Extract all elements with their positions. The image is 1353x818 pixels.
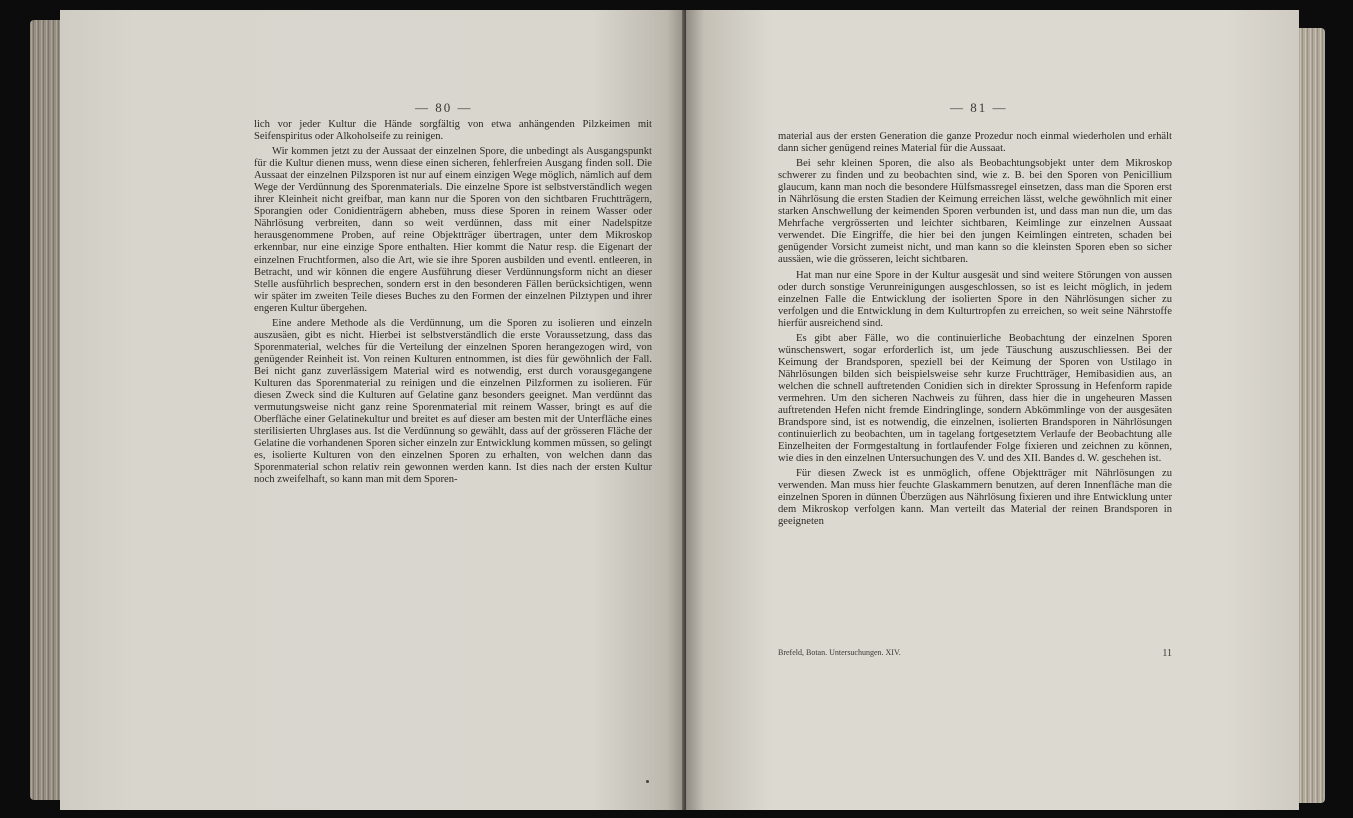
paragraph: lich vor jeder Kultur die Hände sorgfältig von etwa anhängenden Pilzkeimen mit Seifenspiritus oder Alkoholseife zu reinigen. <box>254 119 652 143</box>
paragraph: Hat man nur eine Spore in der Kultur ausgesät und sind weitere Störungen von aussen oder durch sonstige Verunreinigungen ausgeschlossen, so ist es leicht möglich, in jedem einzelnen Falle die Entwicklung der isolierten Spore in den Nährlösungen sicher zu verfolgen und die Entwicklung in dem Kulturtropfen zu erreichen, so weit seine Nährstoffe hierfür ausreichend sind. <box>778 269 1172 329</box>
left-page <box>60 10 686 810</box>
open-book <box>30 6 1325 814</box>
right-page-text <box>778 131 1172 529</box>
paragraph: Wir kommen jetzt zu der Aussaat der einzelnen Spore, die unbedingt als Ausgangspunkt für die Kultur dienen muss, wenn diese einen sicheren, fehlerfreien Ausgang finden soll. Die Aussaat der einzelnen Pilzsporen ist nur auf einem einzigen Wege möglich, nämlich auf dem Wege der Verdünnung des Sporenmaterials. Die einzelne Spore ist selbstverständlich wegen ihrer Kleinheit nicht greifbar, man kann nur die Sporen von den sichtbaren Fruchtträgern, Sporangien oder Conidienträgern abheben, muss diese Sporen in reinem Wasser oder Nährlösung verbreiten, dann so weit verdünnen, dass mit einer Nadelspitze herausgenommene Proben, auf reine Objektträger übertragen, unter dem Mikroskop erkennbar, nur eine einzige Spore enthalten. Hier kommt die Natur resp. die Eigenart der einzelnen Fruchtformen, also die Art, wie sie ihre Sporen ausbilden und eventl. entleeren, in Betracht, und wir können die engere Ausführung dieser Verdünnungsform nicht an dieser Stelle ausführlich besprechen, sondern erst in den besonderen Fällen berücksichtigen, wenn wir später im zweiten Teile dieses Buches zu den Formen der einzelnen Pilztypen und ihrer engeren Kultur übergehen. <box>254 146 652 314</box>
paragraph: Eine andere Methode als die Verdünnung, um die Sporen zu isolieren und einzeln auszusäen, gibt es nicht. Hierbei ist selbstverständlich die erste Voraussetzung, dass das Sporenmaterial, welches für die Verteilung der einzelnen Sporen herangezogen wird, von genügender Reinheit ist. Von reinen Kulturen entnommen, ist dies für gewöhnlich der Fall. Bei nicht ganz zuverlässigem Material wird es notwendig, erst durch vorausgegangene Kulturen das Sporenmaterial zu reinigen und die einzelnen Pilzformen zu isolieren. Für diesen Zweck sind die Kulturen auf Gelatine ganz besonders geeignet. Man verdünnt das vermutungsweise nicht ganz reine Sporenmaterial mit reinem Wasser, bringt es auf die Oberfläche einer Gelatinekultur und breitet es auf dieser am besten mit der Unterfläche eines sterilisierten Uhrglases aus. Ist die Verdünnung so gewählt, dass auf der grösseren Fläche der Gelatine die vorhandenen Sporen sicher einzeln zur Entwicklung kommen müssen, so gelingt es, isolierte Kulturen von den einzelnen Sporen zu erhalten, von welchen dann das Sporenmaterial schon relativ rein gewonnen werden kann. Ist dies nach der ersten Kultur noch zweifelhaft, so kann man mit dem Sporen- <box>254 317 652 486</box>
page-speck <box>646 780 649 783</box>
right-page <box>686 10 1299 810</box>
paragraph: Bei sehr kleinen Sporen, die also als Beobachtungsobjekt unter dem Mikroskop schwerer zu finden und zu beobachten sind, wie z. B. bei den Sporen von Penicillium glaucum, kann man noch die besondere Hülfsmassregel einsetzen, dass man die Sporen erst in Nährlösung die ersten Stadien der Keimung erreichen lässt, welche gewöhnlich mit einer starken Anschwellung der keimenden Sporen verbunden ist, und dass man nun die, um das Mehrfache vergrösserten und leichter sichtbaren, Keimlinge zur einzelnen Aussaat verwendet. Die Eingriffe, die hier bei den jungen Keimlingen eintreten, schaden bei genügender Vorsicht zumeist nicht, und man kann so die kleinsten Sporen eben so sicher aussäen, wie die grösseren, leicht sichtbaren. <box>778 158 1172 266</box>
page-footer <box>778 648 1172 659</box>
page-number-right: — 81 — <box>950 100 1008 115</box>
paragraph: material aus der ersten Generation die ganze Prozedur noch einmal wiederholen und erhält dann sicher genügend reines Material für die Aussaat. <box>778 131 1172 155</box>
page-number-left: — 80 — <box>415 100 473 115</box>
left-page-text <box>254 119 652 486</box>
paragraph: Für diesen Zweck ist es unmöglich, offene Objektträger mit Nährlösungen zu verwenden. Man muss hier feuchte Glaskammern benutzen, auf deren Innenfläche man die einzelnen Sporen in dünnen Überzügen aus Nährlösung fixieren und ihre Entwicklung unter dem Mikroskop verfolgen kann. Man verteilt das Material der reinen Brandsporen in geeigneten <box>778 468 1172 528</box>
footer-sheet-number: 11 <box>1162 648 1172 659</box>
paragraph: Es gibt aber Fälle, wo die continuierliche Beobachtung der einzelnen Sporen wünschenswert, sogar erforderlich ist, um jede Täuschung auszuschliessen. Bei der Keimung der Brandsporen, speziell bei der Keimung der Sporen von Ustilago in Nährlösungen bilden sich beispielsweise sehr kurze Fruchtträger, Hemibasidien aus, an welchen die schnell auftretenden Conidien sich in direkter Sprossung in Hefenform rapide vermehren. Um den sicheren Nachweis zu führen, dass hier die in ungeheuren Massen auftretenden Hefen nicht fremde Eindringlinge, sondern Abkömmlinge von der ausgesäten Brandspore sind, ist es notwendig, die einzelnen, isolierten Brandsporen in Nährlösungen continuierlich zu beobachten, um in tagelang fortgesetztem Verlaufe der Beobachtung alle Einzelheiten der Formgestaltung in fortlaufender Folge fixieren und zeichnen zu können, wie dies in den einzelnen Untersuchungen des V. und des XII. Bandes d. W. geschehen ist. <box>778 332 1172 465</box>
footer-signature: Brefeld, Botan. Untersuchungen. XIV. <box>778 648 901 657</box>
